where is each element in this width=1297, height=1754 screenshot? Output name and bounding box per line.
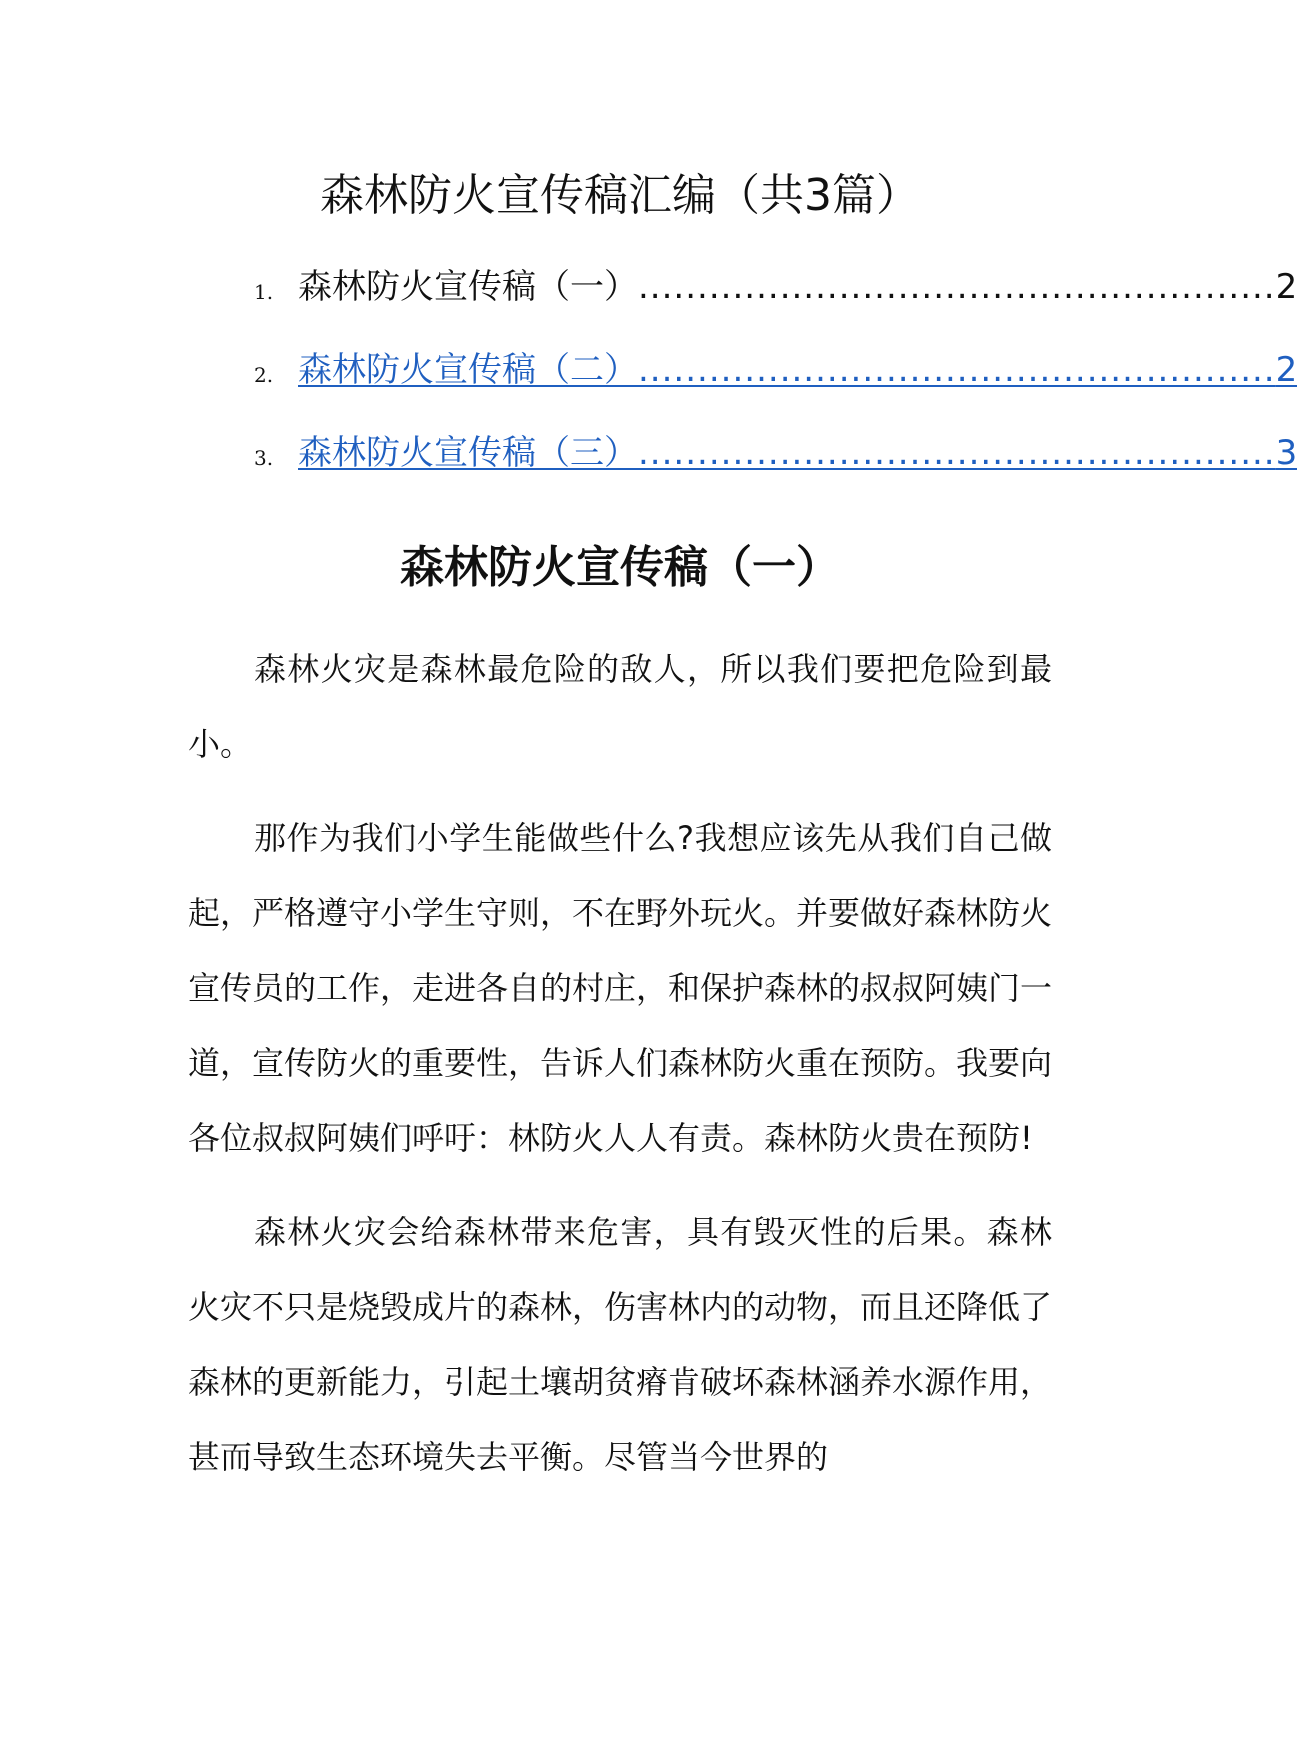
toc-link-2[interactable] — [298, 345, 1297, 395]
toc-item-number: 1. — [254, 280, 274, 304]
paragraph: 森林火灾是森林最危险的敌人，所以我们要把危险到最小。 — [188, 650, 1052, 763]
paragraph: 森林火灾会给森林带来危害，具有毁灭性的后果。森林火灾不只是烧毁成片的森林，伤害林内的动物，而且还降低了森林的更新能力，引起土壤胡贫瘠肯破坏森林涵养水源作用，甚而导致生态环境失去平衡。尽管当今世界的 — [188, 1213, 1053, 1476]
toc-item-1 — [0, 262, 1297, 312]
toc-leader-dots: ...................................................... — [638, 350, 1276, 390]
paragraph: 那作为我们小学生能做些什么?我想应该先从我们自己做起，严格遵守小学生守则，不在野外玩火。并要做好森林防火宣传员的工作，走进各自的村庄，和保护森林的叔叔阿姨门一道，宣传防火的重要性，告诉人们森林防火重在预防。我要向各位叔叔阿姨们呼吁：林防火人人有责。森林防火贵在预防! — [188, 819, 1053, 1157]
toc-item-3[interactable] — [0, 428, 1297, 478]
toc-item-page: 3 — [1275, 433, 1297, 473]
toc-item-label: 森林防火宣传稿（二） — [298, 350, 638, 390]
toc-leader-dots: ...................................................... — [638, 267, 1276, 307]
article-body — [188, 632, 1052, 1514]
toc-item-page: 2 — [1275, 350, 1297, 390]
section-title: 森林防火宣传稿（一） — [400, 542, 840, 593]
toc-item-number: 3. — [254, 446, 274, 470]
toc-leader-dots: ...................................................... — [638, 433, 1276, 473]
document-title: 森林防火宣传稿汇编（共3篇） — [320, 170, 920, 221]
toc-item-number: 2. — [254, 363, 274, 387]
toc-item-page: 2 — [1275, 267, 1297, 307]
toc-link-3[interactable] — [298, 428, 1297, 478]
toc-item-2[interactable] — [0, 345, 1297, 395]
toc-item-label: 森林防火宣传稿（三） — [298, 433, 638, 473]
toc-entry-1 — [298, 262, 1297, 312]
toc-item-label: 森林防火宣传稿（一） — [298, 267, 638, 307]
